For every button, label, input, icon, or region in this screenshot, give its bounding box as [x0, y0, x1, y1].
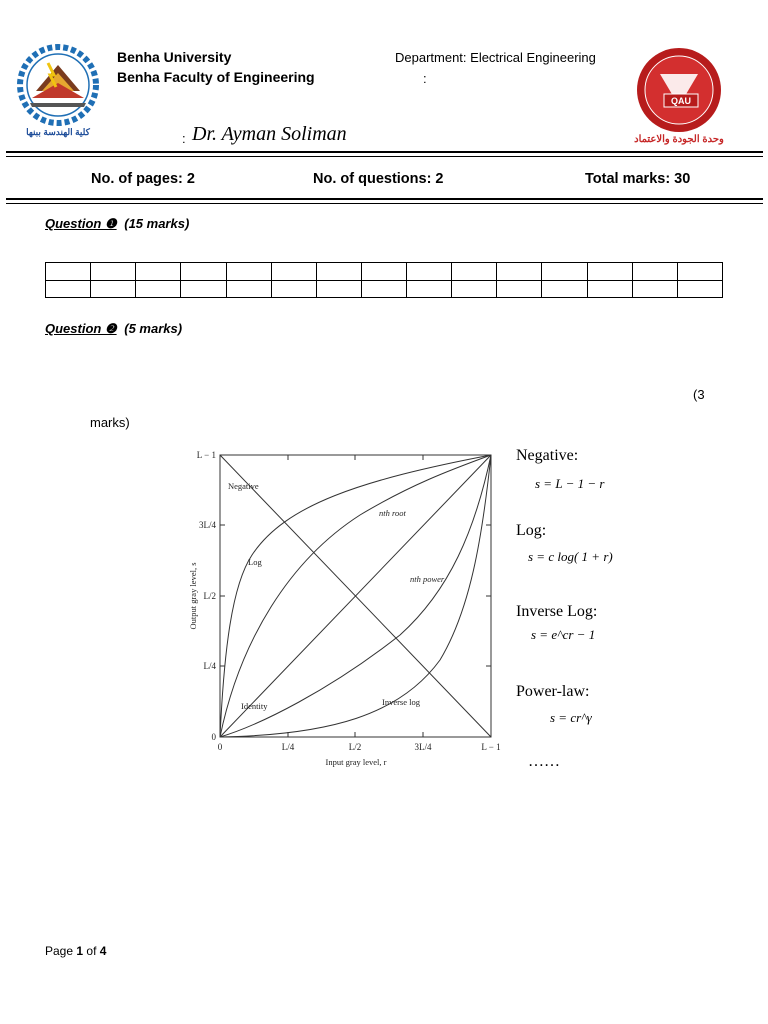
ytick-label: 3L/4 [199, 520, 216, 530]
ellipsis: …… [528, 753, 560, 770]
xtick-label: L/2 [348, 742, 362, 752]
ytick-label: L − 1 [196, 450, 216, 460]
page-prefix: Page [45, 944, 74, 958]
grid-cell [497, 280, 542, 298]
ytick-label: L/4 [203, 661, 216, 671]
curve-label-identity: Identity [241, 701, 268, 711]
grid-cell [632, 263, 677, 281]
x-axis-label: Input gray level, r [325, 757, 387, 767]
grid-cell [677, 263, 722, 281]
curve-label-nth-root: nth root [379, 508, 406, 518]
grid-cell [181, 280, 226, 298]
answer-grid [45, 262, 723, 298]
doctor-colon: : [182, 131, 186, 146]
grid-cell [361, 280, 406, 298]
negative-equation: s = L − 1 − r [535, 476, 605, 491]
qau-badge-text: QAU [671, 96, 691, 106]
page-total: 4 [99, 944, 107, 958]
question-2-heading [45, 321, 182, 337]
grid-cell [181, 263, 226, 281]
gray-level-transform-figure [185, 445, 515, 780]
right-logo-caption: وحدة الجودة والاعتماد [634, 134, 724, 145]
grid-cell [677, 280, 722, 298]
question-2-marks: (5 marks) [124, 321, 183, 336]
curve-label-nth-power: nth power [410, 574, 445, 584]
grid-cell [226, 263, 271, 281]
info-rule-top [6, 198, 763, 200]
negative-label: Negative: [516, 447, 579, 464]
grid-row [46, 263, 723, 281]
grid-cell [316, 263, 361, 281]
left-logo-caption: كلية الهندسة ببنها [26, 127, 90, 137]
header-rule-bottom [6, 156, 763, 157]
grid-cell [542, 263, 587, 281]
grid-cell [407, 263, 452, 281]
power-law-label: Power-law: [516, 683, 590, 700]
grid-cell [316, 280, 361, 298]
inverse-log-label: Inverse Log: [516, 603, 598, 620]
department-colon: : [423, 71, 427, 86]
xtick-label: 0 [217, 742, 223, 752]
grid-cell [226, 280, 271, 298]
grid-cell [91, 280, 136, 298]
ytick-label: 0 [211, 732, 216, 742]
grid-cell [632, 280, 677, 298]
inverse-log-equation: s = e^cr − 1 [531, 627, 596, 642]
pages-count: No. of pages: 2 [91, 171, 195, 187]
page-of: of [86, 944, 97, 958]
info-rule-bottom [6, 203, 763, 204]
question-1-marks: (15 marks) [124, 216, 190, 231]
question-1-heading [45, 216, 189, 232]
y-axis-label: Output gray level, s [188, 562, 198, 630]
grid-row [46, 280, 723, 298]
grid-cell [136, 263, 181, 281]
grid-cell [46, 280, 91, 298]
total-marks: Total marks: 30 [585, 171, 691, 187]
curve-label-inverse-log: Inverse log [382, 697, 421, 707]
question-1-label: Question ❶ [45, 216, 117, 231]
department-name: Department: Electrical Engineering [395, 50, 596, 65]
page-number [45, 944, 106, 958]
curve-label-log: Log [248, 557, 262, 567]
grid-cell [361, 263, 406, 281]
grid-cell [452, 280, 497, 298]
university-name: Benha University [117, 49, 232, 65]
faculty-name: Benha Faculty of Engineering [117, 69, 315, 85]
grid-cell [542, 280, 587, 298]
page-current: 1 [76, 944, 84, 958]
qau-logo [620, 44, 738, 152]
grid-cell [46, 263, 91, 281]
xtick-label: L − 1 [481, 742, 501, 752]
doctor-name: Dr. Ayman Soliman [192, 123, 347, 145]
grid-cell [271, 263, 316, 281]
sub-marks-close: marks) [90, 415, 130, 430]
question-2-label: Question ❷ [45, 321, 117, 336]
log-label: Log: [516, 522, 547, 539]
sub-marks-open: (3 [693, 387, 705, 402]
grid-cell [452, 263, 497, 281]
log-equation: s = c log( 1 + r) [528, 549, 613, 564]
xtick-label: L/4 [281, 742, 295, 752]
grid-cell [587, 280, 632, 298]
grid-cell [587, 263, 632, 281]
grid-cell [91, 263, 136, 281]
curve-label-negative: Negative [228, 481, 259, 491]
grid-cell [407, 280, 452, 298]
ytick-label: L/2 [203, 591, 216, 601]
faculty-logo [8, 43, 108, 143]
grid-cell [271, 280, 316, 298]
header-rule-top [6, 151, 763, 153]
grid-cell [497, 263, 542, 281]
questions-count: No. of questions: 2 [313, 171, 444, 187]
grid-cell [136, 280, 181, 298]
power-law-equation: s = cr^γ [550, 710, 592, 725]
xtick-label: 3L/4 [414, 742, 432, 752]
